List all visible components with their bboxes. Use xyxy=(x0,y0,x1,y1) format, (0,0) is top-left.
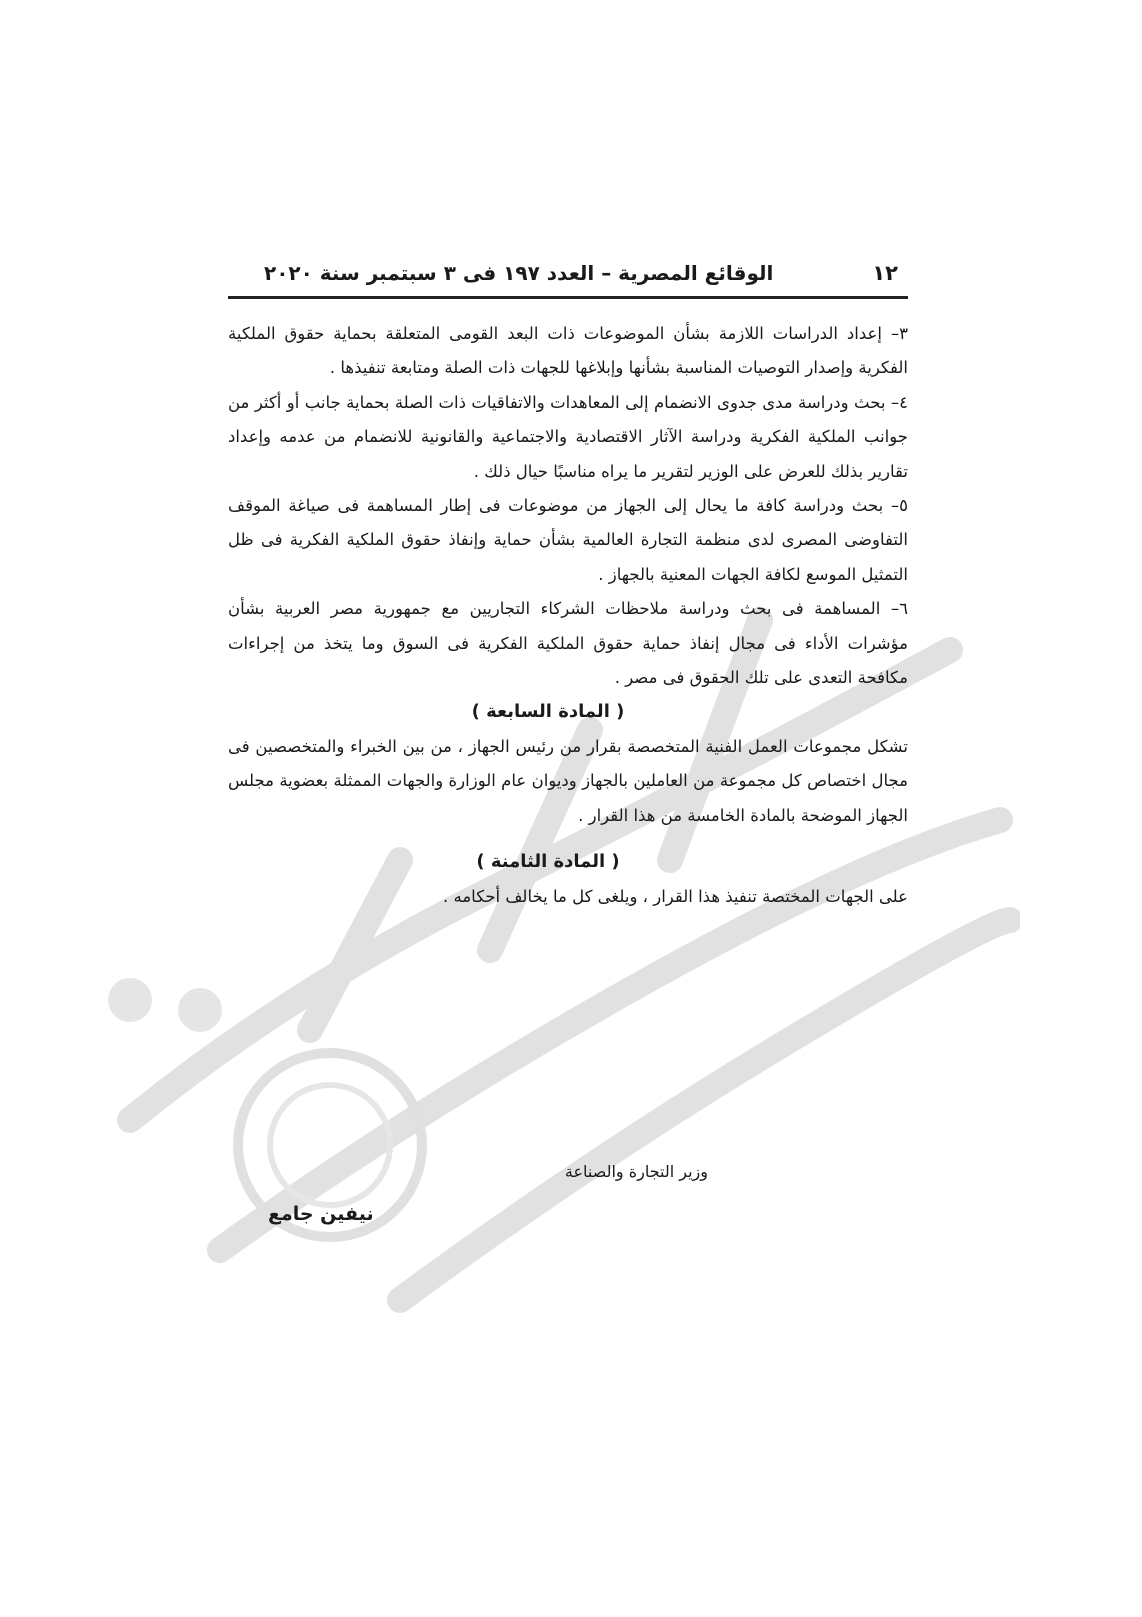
decree-body xyxy=(228,317,908,914)
gazette-page xyxy=(228,250,908,914)
article-8-title: ( المادة الثامنة ) xyxy=(476,851,620,873)
clause-6: ٦– المساهمة فى بحث ودراسة ملاحظات الشركاء التجاريين مع جمهورية مصر العربية بشأن مؤشرات الأداء فى مجال إنفاذ حماية حقوق الملكية الفكرية فى السوق وما يتخذ من إجراءات مكافحة التعدى على تلك الحقوق فى مصر . xyxy=(228,599,908,688)
article-7-text: تشكل مجموعات العمل الفنية المتخصصة بقرار من رئيس الجهاز ، من بين الخبراء والمتخصصين فى مجال اختصاص كل مجموعة من العاملين بالجهاز وديوان عام الوزارة والجهات الممثلة بعضوية مجلس الجهاز الموضحة بالمادة الخامسة من هذا القرار . xyxy=(228,736,908,825)
article-8-text: على الجهات المختصة تنفيذ هذا القرار ، ويلغى كل ما يخالف أحكامه . xyxy=(443,886,908,906)
clause-3: ٣– إعداد الدراسات اللازمة بشأن الموضوعات ذات البعد القومى المتعلقة بحماية حقوق الملكية الفكرية وإصدار التوصيات المناسبة بشأنها وإبلاغها للجهات ذات الصلة ومتابعة تنفيذها . xyxy=(228,324,908,378)
clause-4: ٤– بحث ودراسة مدى جدوى الانضمام إلى المعاهدات والاتفاقيات ذات الصلة بحماية جانب أو أكثر من جوانب الملكية الفكرية ودراسة الآثار الاقتصادية والاجتماعية والقانونية للانضمام من عدمه وإعداد تقارير بذلك للعرض على الوزير لتقرير ما يراه مناسبًا حيال ذلك . xyxy=(228,392,908,481)
page-header xyxy=(228,250,908,299)
article-7-title: ( المادة السابعة ) xyxy=(471,701,625,723)
signatory-name: نيفين جامع xyxy=(268,1203,374,1225)
gazette-title: الوقائع المصرية – العدد ١٩٧ فى ٣ سبتمبر سنة ٢٠٢٠ xyxy=(264,261,774,285)
page-number: ١٢ xyxy=(872,261,898,285)
clause-5: ٥– بحث ودراسة كافة ما يحال إلى الجهاز من موضوعات فى إطار المساهمة فى صياغة الموقف التفاوضى المصرى لدى منظمة التجارة العالمية بشأن حماية وإنفاذ حقوق الملكية الفكرية فى ظل التمثيل الموسع لكافة الجهات المعنية بالجهاز . xyxy=(228,496,908,584)
signatory-title: وزير التجارة والصناعة xyxy=(564,1162,708,1181)
